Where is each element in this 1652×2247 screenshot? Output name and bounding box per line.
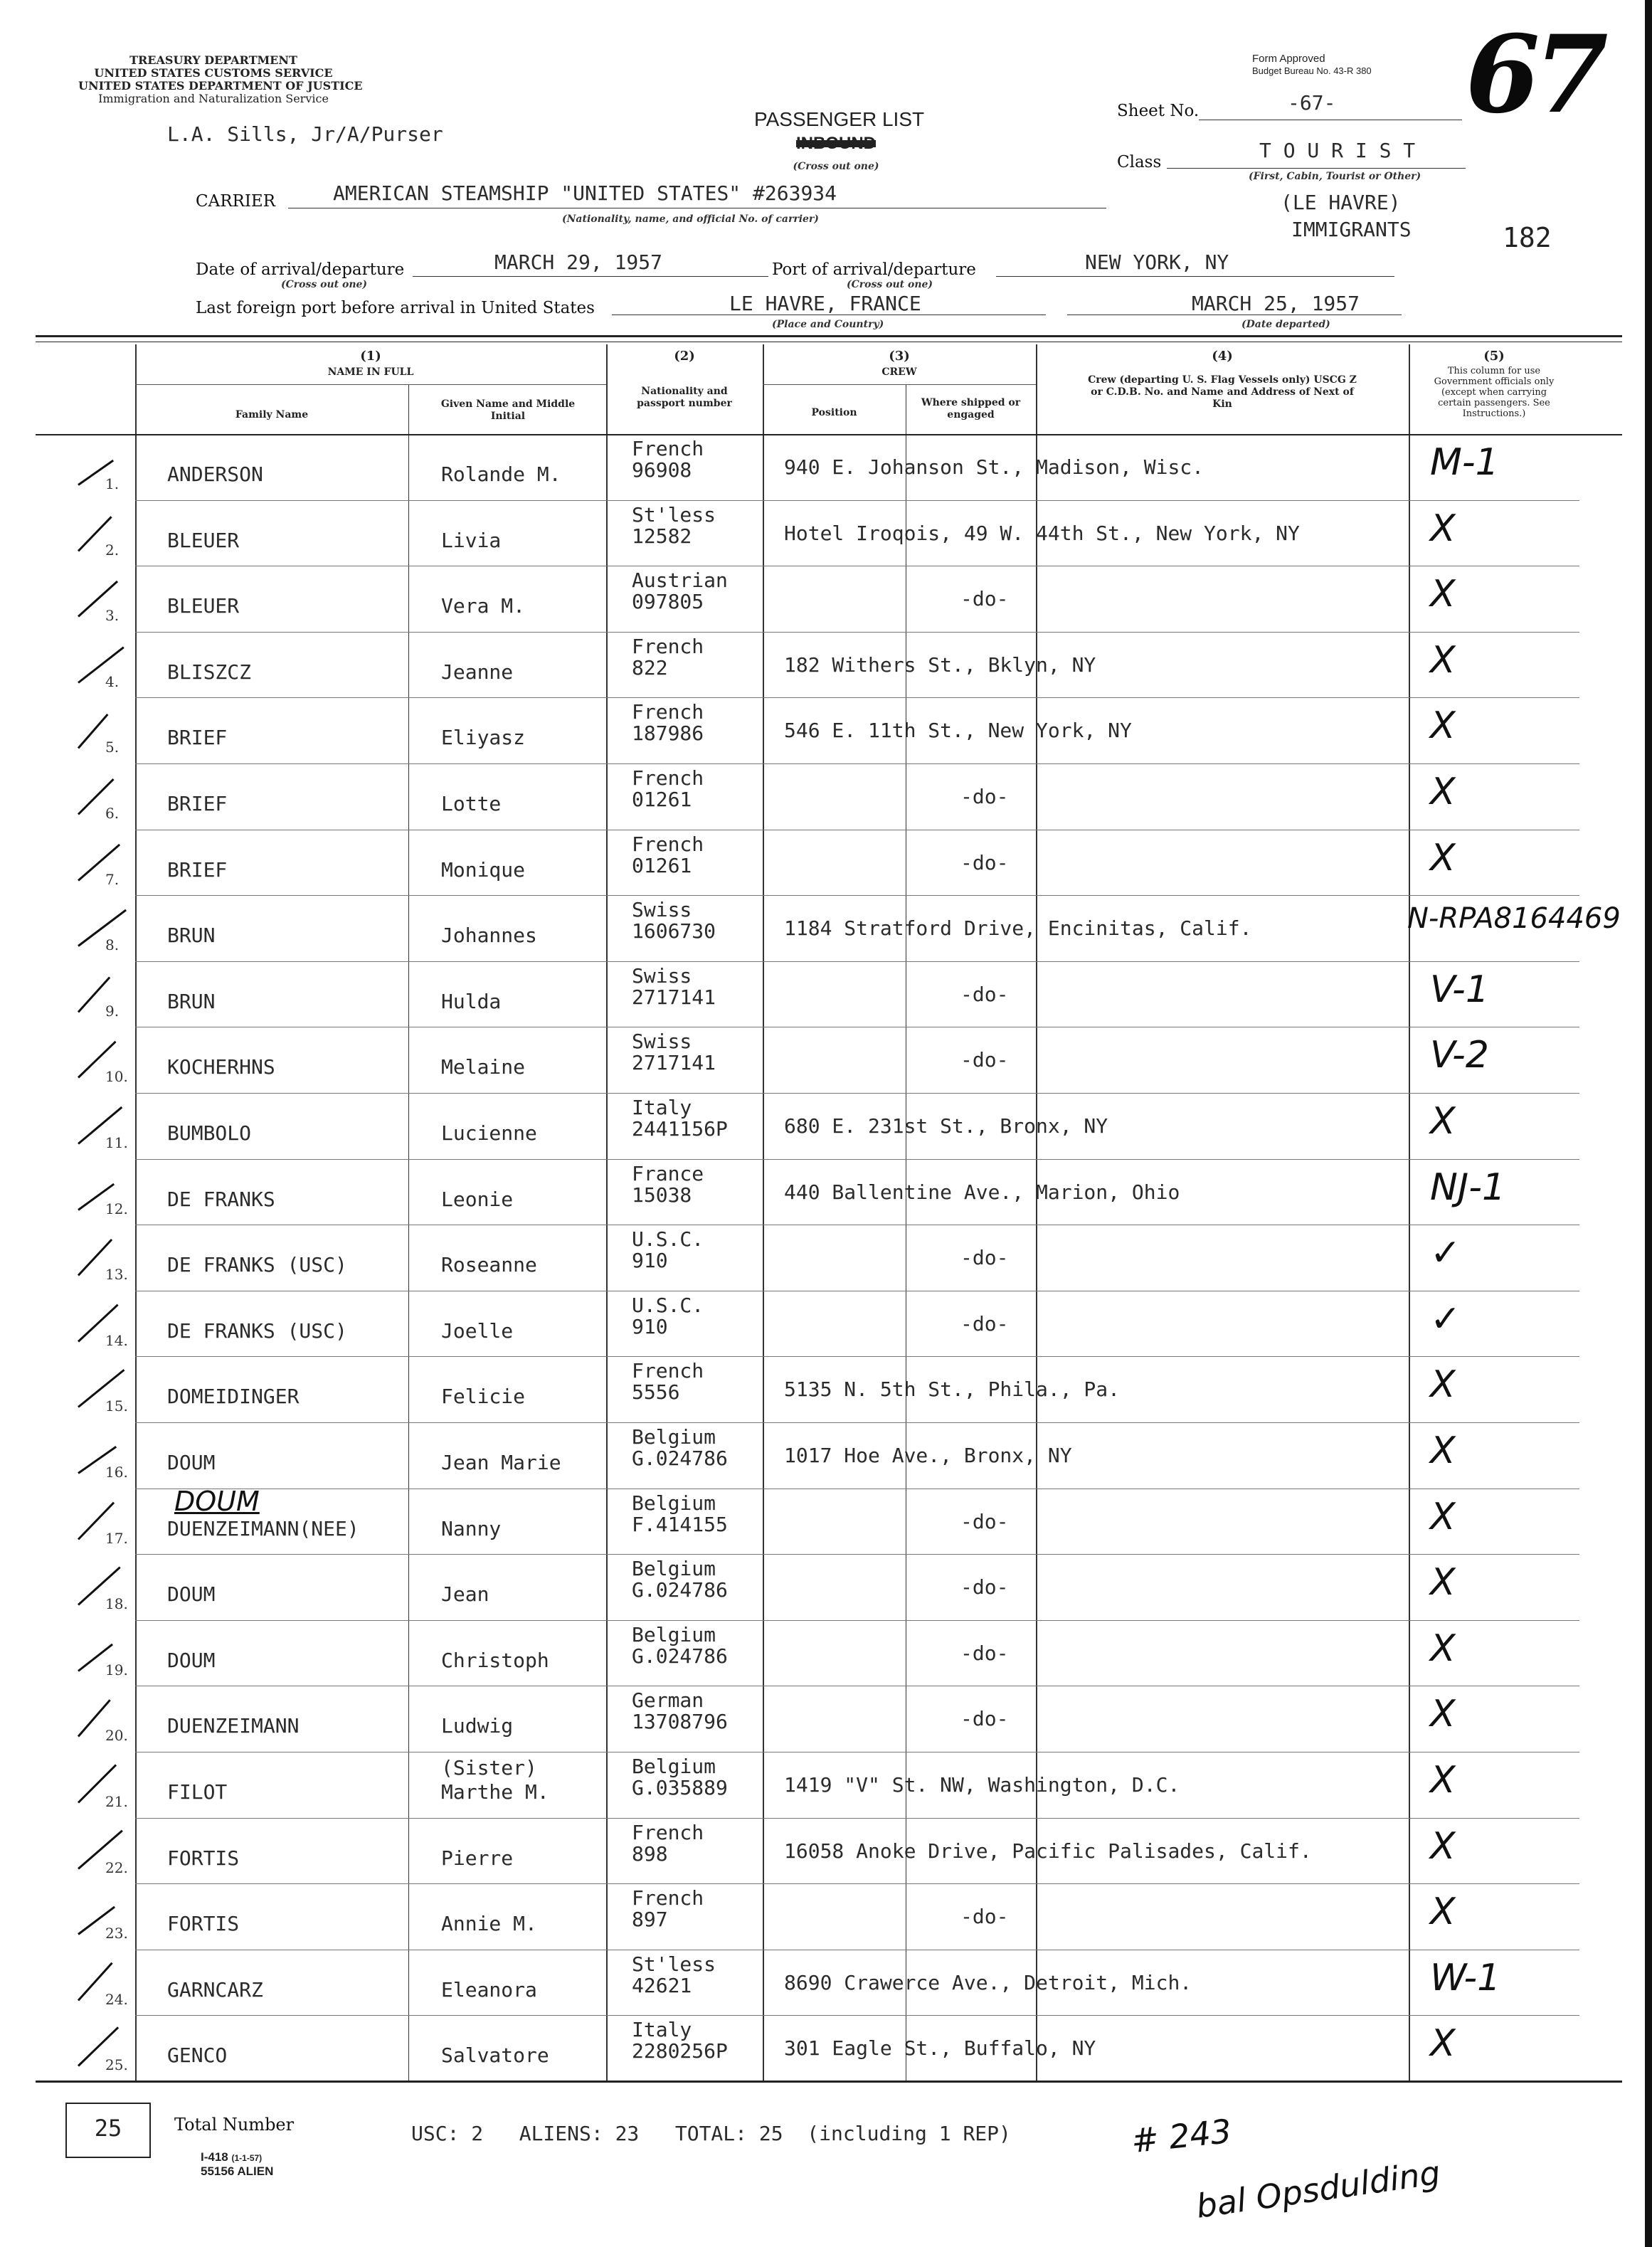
row-number: 7. — [105, 870, 120, 888]
table-top-rule — [36, 335, 1622, 337]
nationality: Italy — [632, 1096, 692, 1119]
official-mark: X — [1430, 771, 1456, 813]
passport-number: 822 — [632, 655, 668, 680]
given-name: Lucienne — [441, 1121, 537, 1145]
given-name: Jeanne — [441, 660, 514, 684]
agency-line-2: UNITED STATES CUSTOMS SERVICE — [94, 66, 333, 80]
given-name: Monique — [441, 857, 526, 882]
col-divider-gov — [1409, 344, 1410, 2081]
agency-line-1: TREASURY DEPARTMENT — [129, 53, 297, 67]
family-name: DE FRANKS (USC) — [167, 1253, 347, 1277]
official-mark: X — [1430, 507, 1456, 550]
signer-name: L.A. Sills, Jr/A/Purser — [167, 122, 443, 146]
official-mark: X — [1430, 1891, 1456, 1934]
kin-address: -do- — [960, 1905, 1009, 1929]
right-number: 182 — [1503, 222, 1552, 253]
col1-number: (1) — [360, 349, 381, 364]
family-name: KOCHERHNS — [167, 1055, 275, 1079]
nationality: Austrian — [632, 569, 728, 593]
row-divider — [135, 1093, 1579, 1094]
row-number: 10. — [105, 1068, 128, 1086]
family-name: DOUM — [167, 1582, 216, 1607]
agency-line-4: Immigration and Naturalization Service — [98, 92, 329, 105]
passport-number: G.024786 — [632, 1644, 728, 1668]
form-number-date: (1-1-57) — [231, 2153, 263, 2163]
given-name: Rolande M. — [441, 462, 561, 486]
given-name: Marthe M. — [441, 1780, 549, 1804]
official-mark: V-1 — [1430, 968, 1489, 1011]
passport-number: 2717141 — [632, 985, 716, 1009]
official-mark: X — [1430, 1759, 1456, 1802]
passport-number: 2717141 — [632, 1051, 716, 1075]
given-header: Given Name and Middle Initial — [440, 398, 576, 422]
passport-number: 097805 — [632, 590, 704, 614]
sheet-value: -67- — [1288, 91, 1336, 115]
given-name: Melaine — [441, 1055, 526, 1079]
row-number: 2. — [105, 541, 120, 559]
kin-address: 301 Eagle St., Buffalo, NY — [784, 2036, 1096, 2061]
col1-title: NAME IN FULL — [327, 366, 414, 378]
kin-address: -do- — [960, 1048, 1009, 1072]
official-mark: X — [1430, 1627, 1456, 1670]
row-divider — [135, 1422, 1579, 1423]
carrier-label: CARRIER — [196, 192, 276, 211]
passport-number: G.035889 — [632, 1776, 728, 1799]
kin-address: -do- — [960, 587, 1009, 611]
kin-address: 940 E. Johanson St., Madison, Wisc. — [784, 455, 1204, 479]
family-header: Family Name — [235, 409, 309, 421]
row-number: 25. — [105, 2056, 128, 2074]
passport-number: 01261 — [632, 853, 692, 877]
passport-number: 897 — [632, 1908, 668, 1932]
row-divider — [135, 632, 1579, 633]
col3-number: (3) — [889, 349, 910, 364]
date-label: Date of arrival/departure — [196, 260, 405, 279]
kin-address: 440 Ballentine Ave., Marion, Ohio — [784, 1180, 1180, 1204]
row-number: 17. — [105, 1529, 128, 1547]
kin-address: 8690 Crawerce Ave., Detroit, Mich. — [784, 1970, 1192, 1994]
last-port-value: LE HAVRE, FRANCE — [729, 292, 921, 315]
family-name: GARNCARZ — [167, 1977, 263, 2002]
agency-line-3: UNITED STATES DEPARTMENT OF JUSTICE — [78, 79, 363, 92]
row-number: 4. — [105, 672, 120, 690]
official-mark: X — [1430, 1693, 1456, 1736]
official-mark: X — [1430, 638, 1456, 682]
col3-title: CREW — [881, 366, 917, 378]
given-name: Livia — [441, 528, 502, 552]
nationality: French — [632, 1359, 704, 1383]
row-divider — [135, 1159, 1579, 1160]
row-number: 24. — [105, 1990, 128, 2008]
family-name: BRIEF — [167, 792, 228, 815]
given-name: Jean — [441, 1582, 489, 1607]
official-mark: ✓ — [1430, 1297, 1461, 1341]
passport-number: G.024786 — [632, 1578, 728, 1602]
family-name: DOMEIDINGER — [167, 1385, 300, 1409]
kin-address: -do- — [960, 850, 1009, 874]
position-header: Position — [811, 407, 857, 418]
row-number: 19. — [105, 1661, 128, 1678]
official-mark: X — [1430, 836, 1456, 879]
total-box-value: 25 — [94, 2115, 122, 2142]
family-name: FILOT — [167, 1780, 228, 1804]
row-divider — [135, 1554, 1579, 1555]
family-name: BRUN — [167, 924, 216, 948]
official-mark: NJ-1 — [1430, 1165, 1506, 1209]
date-value: MARCH 29, 1957 — [494, 250, 663, 274]
nationality: U.S.C. — [632, 1293, 704, 1317]
passport-number: 187986 — [632, 721, 704, 746]
class-extra-1: (LE HAVRE) — [1281, 191, 1401, 214]
nationality: St'less — [632, 502, 716, 527]
col5-title: This column for use Government officials only (except when carrying certain passengers. See Instructions.) — [1434, 366, 1555, 419]
passport-number: 15038 — [632, 1183, 692, 1207]
passport-number: 898 — [632, 1841, 668, 1866]
kin-address: Hotel Iroqois, 49 W. 44th St., New York, NY — [784, 521, 1300, 545]
given-name: Jean Marie — [441, 1451, 561, 1474]
port-value: NEW YORK, NY — [1085, 250, 1229, 274]
passport-number: 12582 — [632, 524, 692, 548]
carrier-value: AMERICAN STEAMSHIP "UNITED STATES" #263934 — [333, 181, 837, 205]
nationality: French — [632, 634, 704, 658]
nationality: Italy — [632, 2018, 692, 2042]
header-bottom-rule — [36, 434, 1622, 435]
passport-number: 42621 — [632, 1973, 692, 1997]
col-divider-crew — [763, 344, 764, 2081]
row-number: 8. — [105, 936, 120, 954]
port-caption: (Cross out one) — [847, 279, 933, 290]
kin-address: 546 E. 11th St., New York, NY — [784, 719, 1132, 743]
nationality: Swiss — [632, 898, 692, 922]
passport-number: 1606730 — [632, 919, 716, 943]
passport-number: 2280256P — [632, 2039, 728, 2063]
given-name: Pierre — [441, 1846, 514, 1870]
row-number: 23. — [105, 1925, 128, 1942]
row-number: 18. — [105, 1595, 128, 1613]
official-mark: ✓ — [1430, 1232, 1461, 1275]
passport-number: F.414155 — [632, 1512, 728, 1536]
kin-address: 1017 Hoe Ave., Bronx, NY — [784, 1444, 1072, 1467]
family-name: DOUM — [167, 1451, 216, 1474]
col-divider-given — [408, 384, 409, 2081]
family-name: BLEUER — [167, 594, 240, 618]
row-number: 13. — [105, 1266, 128, 1284]
passport-number: 13708796 — [632, 1710, 728, 1734]
row-number: 3. — [105, 607, 120, 625]
row-divider — [135, 1620, 1579, 1621]
official-mark: X — [1430, 1824, 1456, 1868]
nationality: Belgium — [632, 1557, 716, 1581]
row-number: 9. — [105, 1002, 120, 1020]
kin-address: 16058 Anoke Drive, Pacific Palisades, Calif. — [784, 1839, 1312, 1863]
family-name: DE FRANKS (USC) — [167, 1318, 347, 1343]
family-name: DUENZEIMANN(NEE) — [167, 1516, 359, 1540]
agency-block — [78, 53, 363, 105]
kin-address: -do- — [960, 1509, 1009, 1533]
given-name: Hulda — [441, 989, 502, 1013]
row-number: 1. — [105, 475, 120, 492]
nationality: French — [632, 1886, 704, 1910]
passport-number: 01261 — [632, 788, 692, 811]
given-name: Leonie — [441, 1187, 514, 1211]
given-name: Salvatore — [441, 2044, 549, 2068]
official-mark: X — [1430, 573, 1456, 616]
row-number: 14. — [105, 1331, 128, 1349]
col-divider-nationality — [606, 344, 608, 2081]
official-mark: X — [1430, 1495, 1456, 1538]
big-sheet-number: 67 — [1466, 12, 1603, 137]
row-divider — [135, 1818, 1579, 1819]
row-divider — [135, 2015, 1579, 2016]
class-extra-2: IMMIGRANTS — [1291, 218, 1412, 241]
given-name: Ludwig — [441, 1714, 514, 1738]
col4-title: Crew (departing U. S. Flag Vessels only) USCG Z or C.D.B. No. and Name and Address of Next of Kin — [1088, 374, 1357, 410]
class-value: T O U R I S T — [1259, 139, 1416, 162]
family-name: GENCO — [167, 2044, 228, 2068]
port-label: Port of arrival/departure — [772, 260, 976, 279]
shipped-header: Where shipped or engaged — [921, 397, 1021, 421]
family-name: DOUM — [167, 1648, 216, 1672]
row-check-mark — [78, 714, 109, 749]
row-number: 22. — [105, 1859, 128, 1876]
official-mark: X — [1430, 1100, 1456, 1143]
row-divider — [135, 763, 1579, 764]
form-number — [201, 2150, 262, 2164]
form-code: 55156 ALIEN — [201, 2164, 274, 2178]
nationality: German — [632, 1688, 704, 1713]
row-number: 5. — [105, 739, 120, 756]
kin-address: 680 E. 231st St., Bronx, NY — [784, 1114, 1108, 1138]
row-divider — [135, 1356, 1579, 1357]
kin-address: -do- — [960, 982, 1009, 1006]
given-name: Roseanne — [441, 1253, 537, 1277]
date-caption: (Cross out one) — [281, 279, 368, 290]
col2-title: Nationality and passport number — [637, 386, 732, 409]
form-approved: Form Approved — [1252, 53, 1325, 65]
subheader-rule-crew — [763, 384, 1036, 385]
family-name: FORTIS — [167, 1846, 240, 1870]
given-name-note: (Sister) — [441, 1756, 537, 1780]
row-divider — [135, 500, 1579, 501]
nationality: French — [632, 1820, 704, 1844]
official-mark: X — [1430, 1429, 1456, 1472]
given-name: Eleanora — [441, 1977, 537, 2002]
date-underline — [413, 276, 768, 277]
given-name: Felicie — [441, 1385, 526, 1409]
family-name: ANDERSON — [167, 462, 263, 486]
carrier-caption: (Nationality, name, and official No. of carrier) — [562, 213, 819, 225]
port-underline — [996, 276, 1394, 277]
nationality: French — [632, 700, 704, 724]
family-name: DUENZEIMANN — [167, 1714, 300, 1738]
official-mark: V-2 — [1430, 1034, 1489, 1077]
official-mark: X — [1430, 1561, 1456, 1604]
given-name: Johannes — [441, 924, 537, 948]
form-title-struck: INBOUND — [796, 134, 876, 153]
kin-address: -do- — [960, 785, 1009, 808]
nationality: France — [632, 1161, 704, 1185]
nationality: French — [632, 437, 704, 460]
cross-out-note: (Cross out one) — [793, 161, 879, 172]
kin-address: 1419 "V" St. NW, Washington, D.C. — [784, 1773, 1180, 1797]
given-name: Annie M. — [441, 1912, 537, 1936]
row-number: 11. — [105, 1134, 128, 1151]
last-port-label: Last foreign port before arrival in United States — [196, 299, 595, 317]
table-bottom-rule — [36, 2081, 1622, 2083]
col4-number: (4) — [1212, 349, 1233, 364]
handwritten-note-2: bal Opsdulding — [1193, 2153, 1443, 2226]
family-name: FORTIS — [167, 1912, 240, 1936]
row-divider — [135, 895, 1579, 896]
row-number: 16. — [105, 1464, 128, 1481]
family-name: BLISZCZ — [167, 660, 252, 684]
class-label: Class — [1117, 153, 1162, 171]
row-check-mark — [78, 909, 127, 947]
totals-summary: USC: 2 ALIENS: 23 TOTAL: 25 (including 1 REP) — [411, 2122, 1011, 2145]
form-number-code: I-418 — [201, 2150, 228, 2164]
kin-address: -do- — [960, 1641, 1009, 1665]
budget-bureau: Budget Bureau No. 43-R 380 — [1252, 65, 1372, 76]
given-name: Joelle — [441, 1318, 514, 1343]
date-departed-value: MARCH 25, 1957 — [1192, 292, 1360, 315]
nationality: Belgium — [632, 1425, 716, 1449]
passport-number: 910 — [632, 1314, 668, 1338]
family-name: BLEUER — [167, 528, 240, 552]
family-name: DE FRANKS — [167, 1187, 275, 1211]
given-name: Vera M. — [441, 594, 526, 618]
nationality: Swiss — [632, 1030, 692, 1054]
family-name: BRUN — [167, 989, 216, 1013]
kin-address: 182 Withers St., Bklyn, NY — [784, 652, 1096, 677]
official-mark: X — [1430, 2022, 1456, 2066]
col-divider-left — [135, 344, 137, 2081]
kin-address: 1184 Stratford Drive, Encinitas, Calif. — [784, 916, 1252, 941]
class-underline — [1167, 168, 1466, 169]
nationality: French — [632, 832, 704, 856]
nationality: Belgium — [632, 1491, 716, 1515]
family-name: BRIEF — [167, 857, 228, 882]
row-number: 12. — [105, 1200, 128, 1217]
sheet-label: Sheet No. — [1117, 102, 1200, 120]
date-departed-caption: (Date departed) — [1241, 319, 1330, 330]
row-divider — [135, 697, 1579, 698]
nationality: Swiss — [632, 963, 692, 988]
kin-address: -do- — [960, 1707, 1009, 1731]
passport-number: 5556 — [632, 1380, 680, 1405]
col5-number: (5) — [1483, 349, 1505, 364]
row-number: 6. — [105, 805, 120, 822]
nationality: U.S.C. — [632, 1227, 704, 1252]
given-name: Christoph — [441, 1648, 549, 1672]
official-mark: X — [1430, 1363, 1456, 1407]
given-name: Lotte — [441, 792, 502, 815]
kin-address: -do- — [960, 1246, 1009, 1270]
given-name: Eliyasz — [441, 726, 526, 750]
passport-number: 2441156P — [632, 1117, 728, 1141]
col-divider-kin — [1036, 344, 1037, 2081]
kin-address: 5135 N. 5th St., Phila., Pa. — [784, 1378, 1121, 1402]
form-title: PASSENGER LIST — [754, 108, 925, 130]
passport-number: 910 — [632, 1249, 668, 1273]
subheader-rule-name — [135, 384, 606, 385]
official-mark: M-1 — [1430, 441, 1499, 484]
row-divider — [135, 961, 1579, 962]
official-mark: W-1 — [1430, 1956, 1501, 1999]
handwritten-note-1: # 243 — [1129, 2111, 1234, 2161]
total-label: Total Number — [174, 2115, 295, 2135]
passport-number: G.024786 — [632, 1447, 728, 1470]
kin-address: -do- — [960, 1311, 1009, 1336]
nationality: Belgium — [632, 1755, 716, 1778]
last-port-caption: (Place and Country) — [772, 319, 884, 330]
kin-address: -do- — [960, 1575, 1009, 1600]
handwritten-surname-correction: DOUM — [174, 1485, 260, 1517]
row-divider — [135, 1883, 1579, 1884]
class-caption: (First, Cabin, Tourist or Other) — [1249, 171, 1421, 182]
family-name: BUMBOLO — [167, 1121, 252, 1145]
nationality: St'less — [632, 1952, 716, 1976]
official-mark: N-RPA8164469 — [1407, 902, 1621, 936]
nationality: French — [632, 766, 704, 790]
nationality: Belgium — [632, 1622, 716, 1646]
row-number: 20. — [105, 1727, 128, 1745]
family-name: BRIEF — [167, 726, 228, 750]
row-number: 21. — [105, 1793, 128, 1810]
col2-number: (2) — [674, 349, 695, 364]
official-mark: X — [1430, 704, 1456, 748]
passport-number: 96908 — [632, 458, 692, 482]
given-name: Nanny — [441, 1516, 502, 1540]
row-number: 15. — [105, 1397, 128, 1415]
